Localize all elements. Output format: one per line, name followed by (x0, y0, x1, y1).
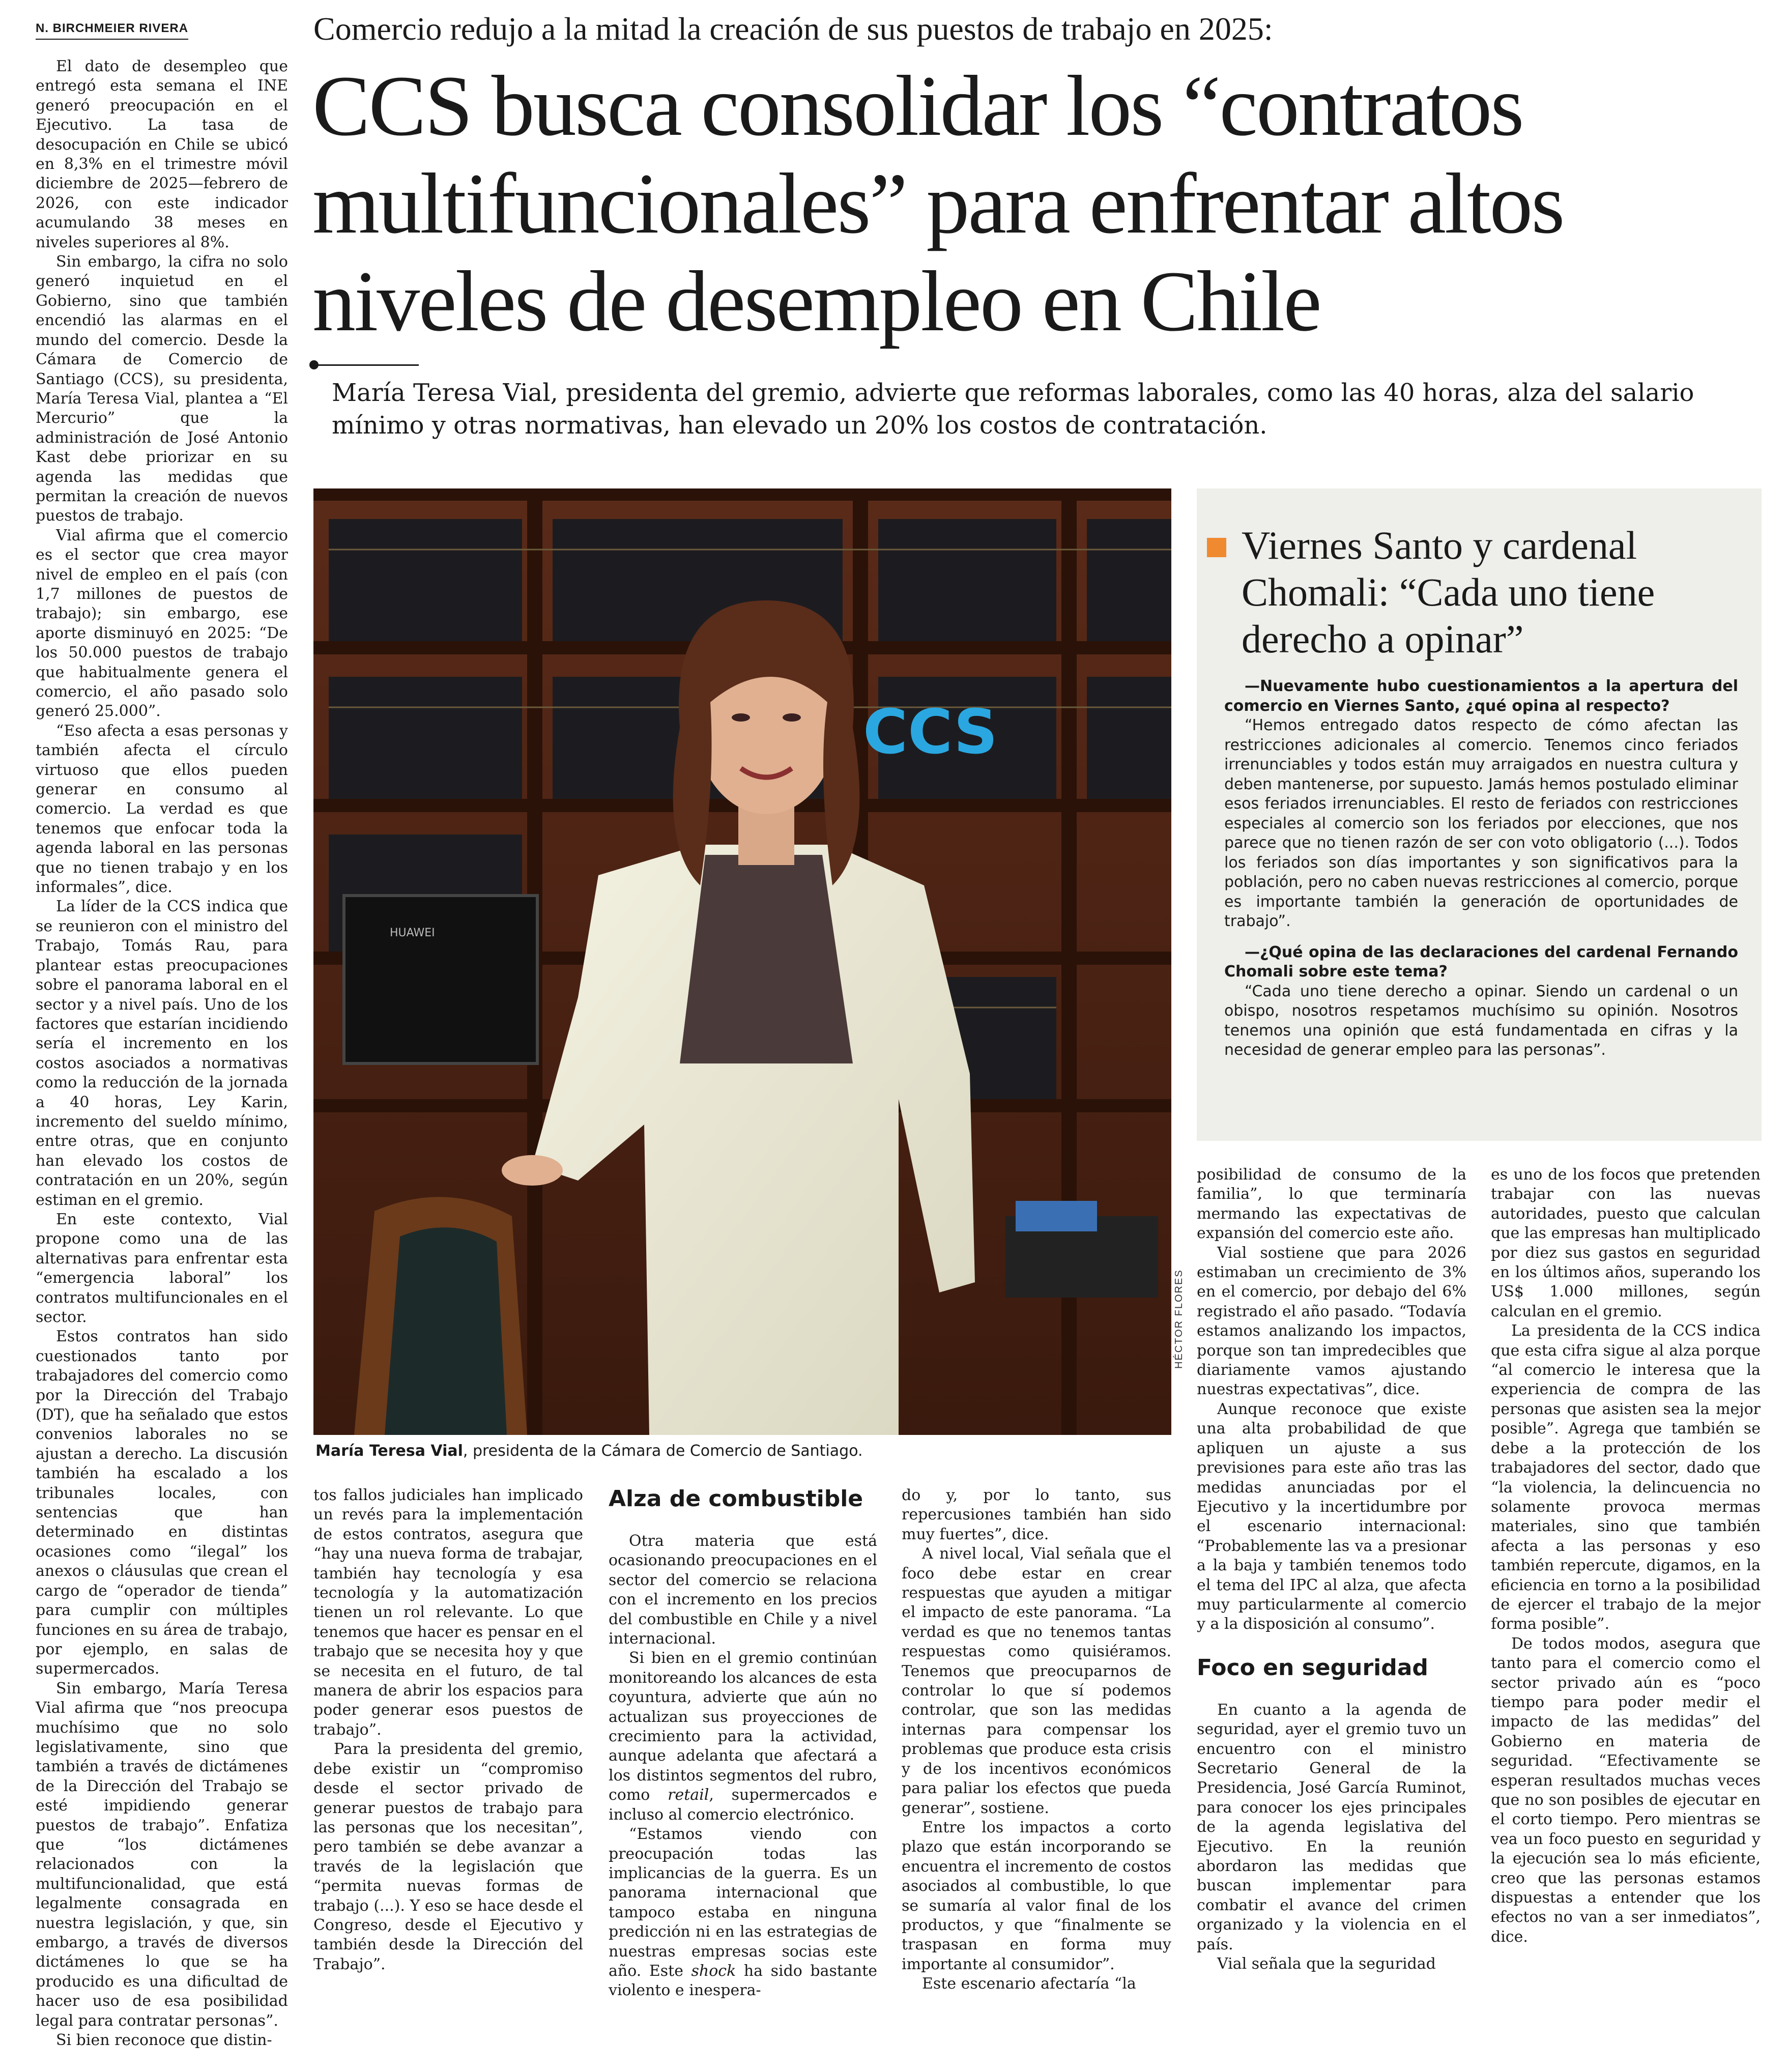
divider (314, 364, 419, 366)
paragraph: La líder de la CCS indica que se reunieron con el ministro del Trabajo, Tomás Rau, para plantear estas preocupaciones sobre el panorama laboral en el sector y a nivel país. Uno de los factores que estarían incidiendo sería el incremento en los costos asociados a normativas como la reducción de la jornada a 40 horas, Ley Karin, incremento del sueldo mínimo, entre otras, que en conjunto han elevado los costos de contratación en un 20%, según estiman en el gremio. (36, 898, 288, 1209)
photo-caption (315, 1442, 863, 1460)
article-column-6 (1491, 1165, 1761, 1947)
paragraph: “Eso afecta a esas personas y también afecta el círculo virtuoso que ellos pueden generar en consumo al comercio. La verdad es que tenemos que enfocar toda la agenda laboral en las personas que no tienen trabajo y en los informales”, dice. (36, 722, 288, 897)
paragraph: Entre los impactos a corto plazo que están incorporando se encuentra el incremento de costos asociados al combustible, lo que se sumaría al valor final de los productos, y que “finalmente se traspasan en forma muy importante al consumidor”. (902, 1818, 1171, 1973)
orange-square-icon (1207, 538, 1226, 557)
paragraph: do y, por lo tanto, sus repercusiones también han sido muy fuertes”, dice. (902, 1486, 1171, 1543)
emphasis: shock (691, 1962, 736, 1980)
paragraph: Vial señala que la seguridad (1217, 1955, 1436, 1973)
headline-line: niveles de desempleo en Chile (312, 253, 1320, 349)
paragraph (609, 1649, 877, 1825)
paragraph: A nivel local, Vial señala que el foco debe estar en crear respuestas que ayuden a mitigar el impacto de este panorama. “La verdad es que no tenemos tantas respuestas como quisiéramos. Tenemos que preocuparnos de controlar lo que sí podemos controlar, que son las medidas internas para compensar los problemas que produce esta crisis y de los incentivos económicos para paliar los efectos que pueda generar”, sostiene. (902, 1545, 1171, 1817)
paragraph: En cuanto a la agenda de seguridad, ayer el gremio tuvo un encuentro con el ministro Secretario General de la Presidencia, José García Ruminot, para conocer los ejes principales de la agenda legislativa del Ejecutivo. En la reunión abordaron las medidas que buscan implementar para combatir el avance del crimen organizado y la violencia en el país. (1197, 1701, 1466, 1953)
question: —Nuevamente hubo cuestionamientos a la apertura del comercio en Viernes Santo, ¿qué opina al respecto? (1224, 677, 1738, 715)
article-column-1 (36, 57, 288, 2050)
paragraph: es uno de los focos que pretenden trabajar con las nuevas autoridades, puesto que calculan que las empresas han multiplicado por diez sus gastos en seguridad en los últimos años, superando los US$ 1.000 millones, según calculan en el gremio. (1491, 1166, 1761, 1320)
article-column-3 (609, 1532, 877, 2001)
text: Si bien en el gremio continúan monitoreando los alcances de esta coyuntura, advierte que aún no actualizan sus proyecciones de crecimiento para la actividad, aunque adelanta que afectará a los distintos segmentos del rubro, como (609, 1649, 877, 1804)
paragraph: Si bien reconoce que distin- (56, 2031, 272, 2050)
text: “Estamos viendo con preocupación todas las implicancias de la guerra. Es un panorama internacional que tampoco estaba en ninguna predicción ni en las estrategias de nuestras empresas socias este año. Este (609, 1825, 877, 1980)
deck: María Teresa Vial, presidenta del gremio, advierte que reformas laborales, como las 40 horas, alza del salario mínimo y otras normativas, han elevado un 20% los costos de contratación. (332, 379, 1694, 440)
headline-line: CCS busca consolidar los “contratos (312, 58, 1523, 154)
caption-text: , presidenta de la Cámara de Comercio de Santiago. (463, 1442, 863, 1460)
kicker: Comercio redujo a la mitad la creación de sus puestos de trabajo en 2025: (313, 11, 1273, 47)
answer: “Cada uno tiene derecho a opinar. Siendo un cardenal o un obispo, nosotros respetamos muchísimo su opinión. Nosotros tenemos una opinión que está fundamentada en cifras y la necesidad de generar empleo para las personas”. (1224, 982, 1738, 1059)
paragraph: Sin embargo, la cifra no solo generó inquietud en el Gobierno, sino que también encendió las alarmas en el mundo del comercio. Desde la Cámara de Comercio de Santiago (CCS), su presidenta, María Teresa Vial, plantea a “El Mercurio” que la administración de José Antonio Kast debe priorizar en su agenda las medidas que permitan la creación de nuevos puestos de trabajo. (36, 253, 288, 525)
monitor-brand: HUAWEI (390, 927, 435, 939)
paragraph: Aunque reconoce que existe una alta probabilidad de que apliquen un ajuste a sus previsiones para este año tras las medidas anunciadas por el Ejecutivo y la incertidumbre por el escenario internacional: “Probablemente las va a presionar a la baja y también tenemos todo el tema del IPC al alza, que afecta muy particularmente al comercio y a la disposición al consumo”. (1197, 1400, 1466, 1633)
article-photo (313, 488, 1171, 1435)
question: —¿Qué opina de las declaraciones del cardenal Fernando Chomali sobre este tema? (1224, 943, 1738, 981)
paragraph: El dato de desempleo que entregó esta semana el INE generó preocupación en el Ejecutivo. La tasa de desocupación en Chile se ubicó en 8,3% en el trimestre móvil diciembre de 2025—febrero de 2026, con este indicador acumulando 38 meses en niveles superiores al 8%. (36, 57, 288, 251)
article-column-4 (902, 1486, 1171, 1994)
subhead: Alza de combustible (609, 1486, 863, 1512)
paragraph: Sin embargo, María Teresa Vial afirma que “nos preocupa muchísimo que no solo legislativamente, sino que también a través de dictámenes de la Dirección del Trabajo se esté impidiendo generar puestos de trabajo”. Enfatiza que “los dictámenes relacionados con la multifuncionalidad, que está legalmente consagrada en nuestra legislación, y que, sin embargo, a través de diversos dictámenes lo que se ha producido es una dificultad de hacer uso de esa posibilidad legal para contratar personas”. (36, 1679, 288, 2030)
article-column-2 (313, 1486, 583, 1974)
paragraph: Vial sostiene que para 2026 estimaban un crecimiento de 3% en el comercio, por debajo del 6% registrado el año pasado. “Todavía estamos analizando los impactos, porque son tan impredecibles que diariamente vamos ajustando nuestras expectativas”, dice. (1197, 1244, 1466, 1399)
article-column-5 (1197, 1165, 1466, 1974)
answer: “Hemos entregado datos respecto de cómo afectan las restricciones adicionales al comercio. Tenemos cinco feriados irrenunciables y todos están muy arraigados en nuestra cultura y deben mantenerse, por supuesto. Jamás hemos postulado eliminar esos feriados irrenunciables. El resto de feriados con restricciones especiales al comercio son los feriados por elecciones, que nos parece que no tienen razón de ser con voto obligatorio (...). Todos los feriados son días importantes y son significativos para la población, pero no caben nuevas restricciones al comercio, porque es importante también la generación de oportunidades de trabajo”. (1224, 716, 1738, 930)
paragraph: En este contexto, Vial propone como una de las alternativas para enfrentar esta “emergencia laboral” los contratos multifuncionales en el sector. (36, 1210, 288, 1326)
subhead: Foco en seguridad (1197, 1654, 1428, 1681)
sidebar-body (1224, 677, 1738, 1060)
headline-line: multifuncionales” para enfrentar altos (312, 156, 1564, 251)
paragraph: La presidenta de la CCS indica que esta cifra sigue al alza porque “al comercio le interesa que la experiencia de compra de las personas que asisten sea la mejor posible”. Agrega que también se debe a la protección de los trabajadores del sector, dado que “la violencia, la delincuencia no solamente provoca mermas materiales, sino que también afecta a las personas y eso también repercute, digamos, en la eficiencia en torno a la posibilidad de ejercer el trabajo de la mejor forma posible”. (1491, 1322, 1761, 1633)
photo-credit: HÉCTOR FLORES (1173, 1269, 1185, 1369)
paragraph: Otra materia que está ocasionando preocupaciones en el sector del comercio se relaciona con el incremento en los precios del combustible en Chile y a nivel internacional. (609, 1532, 877, 1648)
caption-name: María Teresa Vial (315, 1442, 463, 1460)
paragraph: Vial afirma que el comercio es el sector que crea mayor nivel de empleo en el país (con 1,7 millones de puestos de trabajo); sin embargo, ese aporte disminuyó en 2025: “De los 50.000 puestos de trabajo que habitualmente genera el comercio, el año pasado solo generó 25.000”. (36, 526, 288, 721)
text: , supermercados e incluso al comercio electrónico. (609, 1786, 877, 1824)
headline (312, 57, 1773, 350)
paragraph: Para la presidenta del gremio, debe existir un “compromiso desde el sector privado de generar puestos de trabajo para las personas que los necesitan”, pero también se debe avanzar a través de la legislación que “permita nuevas formas de trabajo (...). Y eso se hace desde el Congreso, desde el Ejecutivo y también desde la Dirección del Trabajo”. (313, 1740, 583, 1973)
paragraph: Este escenario afectaría “la (922, 1975, 1136, 1993)
ccs-logo: CCS (863, 697, 998, 768)
text: ha sido bastante violento e inespera- (609, 1962, 877, 2000)
paragraph: tos fallos judiciales han implicado un revés para la implementación de estos contratos, asegura que “hay una nueva forma de trabajar, también hay tecnología y esa tecnología y la automatización tienen un rol relevante. Lo que tenemos que hacer es pensar en el trabajo que se necesita hoy y que se necesita en el futuro, de tal manera de abrir los espacios para poder generar esos puestos de trabajo”. (313, 1486, 583, 1739)
paragraph (609, 1825, 877, 2001)
emphasis: retail (668, 1786, 709, 1804)
spacer (1224, 932, 1738, 943)
paragraph: Estos contratos han sido cuestionados tanto por trabajadores del comercio como por la Dirección del Trabajo (DT), que ha señalado que estos convenios laborales no se ajustan a derecho. La discusión también ha escalado a los tribunales locales, con sentencias que han determinado en distintas ocasiones como “ilegal” los anexos o cláusulas que crean el cargo de “operador de tienda” para cumplir con múltiples funciones en su área de trabajo, por ejemplo, en salas de supermercados. (36, 1328, 288, 1678)
sidebar-title: Viernes Santo y cardenal Chomali: “Cada uno tiene derecho a opinar” (1242, 523, 1655, 661)
paragraph: posibilidad de consumo de la familia”, lo que terminaría mermando las expectativas de expansión del comercio este año. (1197, 1166, 1466, 1243)
byline: N. BIRCHMEIER RIVERA (36, 21, 188, 40)
paragraph: De todos modos, asegura que tanto para el comercio como el sector privado aún es “poco tiempo para poder medir el impacto de las medidas” del Gobierno en materia de seguridad. “Efectivamente se esperan resultados muchas veces que no son posibles de ejecutar en el corto tiempo. Pero mientras se vea un foco puesto en seguridad y la ejecución sea lo más eficiente, creo que las personas estamos dispuestas a entender que los efectos no van a ser inmediatos”, dice. (1491, 1634, 1761, 1946)
